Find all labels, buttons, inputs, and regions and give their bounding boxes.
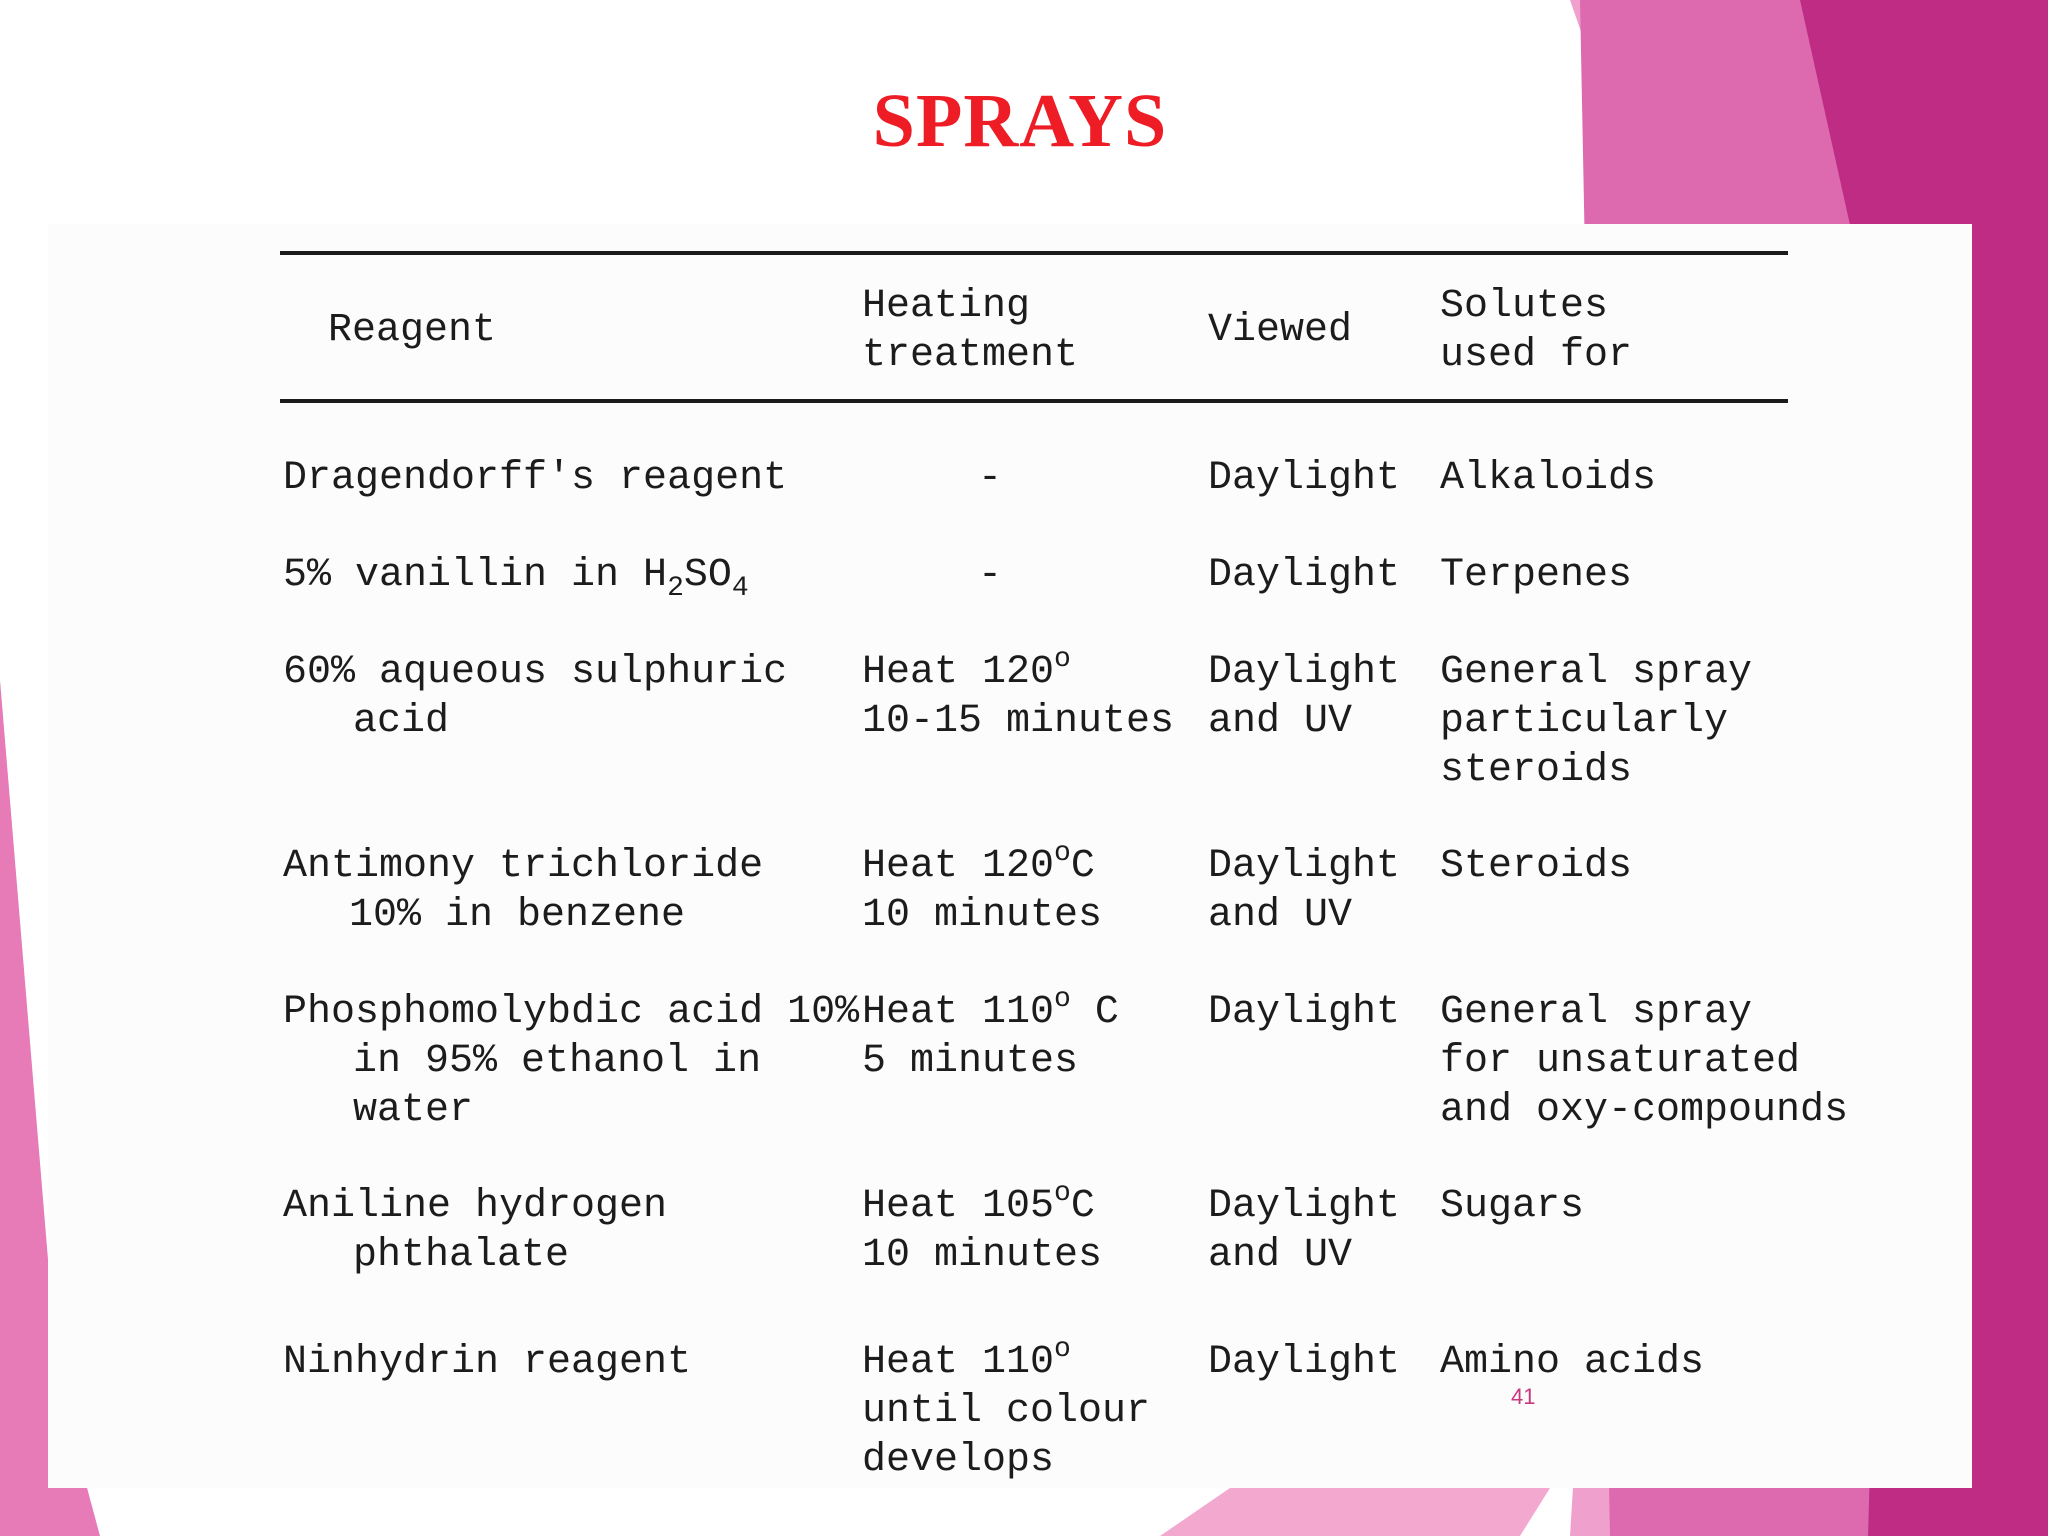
row6-reagent-line1: Aniline hydrogen <box>283 1184 668 1229</box>
row5-solutes-line2: for unsaturated <box>1440 1039 1801 1084</box>
row1-reagent: Dragendorff's reagent <box>283 456 788 501</box>
row5-heating-line1 <box>862 984 1119 1037</box>
row7-heating-line3: develops <box>862 1438 1055 1483</box>
row6-heat-temp: Heat 105 <box>862 1184 1055 1229</box>
row7-solutes: Amino acids <box>1440 1340 1705 1385</box>
row6-heating-line1 <box>862 1178 1095 1231</box>
page-number: 41 <box>1511 1384 1536 1409</box>
header-solutes-line1: Solutes <box>1440 284 1609 329</box>
row3-reagent-line2: acid <box>353 699 450 744</box>
row4-heat-unit: C <box>1070 844 1095 889</box>
row1-viewed: Daylight <box>1208 456 1401 501</box>
header-heating-line2: treatment <box>862 333 1079 378</box>
row4-reagent-line1: Antimony trichloride <box>283 844 764 889</box>
row5-heat-temp: Heat 110 <box>862 990 1055 1035</box>
row3-solutes-line3: steroids <box>1440 748 1633 793</box>
row4-viewed-line1: Daylight <box>1208 844 1401 889</box>
row7-reagent: Ninhydrin reagent <box>283 1340 692 1385</box>
header-heating-line1: Heating <box>862 284 1031 329</box>
row4-viewed-line2: and UV <box>1208 893 1353 938</box>
row3-heating-line2: 10-15 minutes <box>862 699 1175 744</box>
row4-heating-line1 <box>862 838 1095 891</box>
row4-reagent-line2: 10% in benzene <box>349 893 686 938</box>
row1-solutes: Alkaloids <box>1440 456 1657 501</box>
row6-solutes: Sugars <box>1440 1184 1585 1229</box>
row4-heat-temp: Heat 120 <box>862 844 1055 889</box>
row4-heating-line2: 10 minutes <box>862 893 1103 938</box>
row6-heat-unit: C <box>1070 1184 1095 1229</box>
row5-heating-line2: 5 minutes <box>862 1039 1079 1084</box>
row2-heating: - <box>978 553 1003 598</box>
table-header-rule <box>280 399 1788 403</box>
row3-solutes-line1: General spray <box>1440 650 1753 695</box>
header-solutes-line2: used for <box>1440 333 1633 378</box>
row7-heat-temp: Heat 110 <box>862 1340 1055 1385</box>
row6-degree-sign: o <box>1054 1178 1071 1209</box>
row3-heating-line1 <box>862 644 1071 697</box>
row2-reagent-so: SO <box>683 553 732 598</box>
row5-degree-sign: o <box>1054 984 1071 1015</box>
row2-viewed: Daylight <box>1208 553 1401 598</box>
row2-reagent <box>283 551 749 604</box>
row6-viewed-line1: Daylight <box>1208 1184 1401 1229</box>
row7-viewed: Daylight <box>1208 1340 1401 1385</box>
row5-solutes-line1: General spray <box>1440 990 1753 1035</box>
row3-degree-sign: o <box>1054 644 1071 675</box>
row5-heat-unit: C <box>1070 990 1119 1035</box>
row4-solutes: Steroids <box>1440 844 1633 889</box>
row6-viewed-line2: and UV <box>1208 1233 1353 1278</box>
row6-heating-line2: 10 minutes <box>862 1233 1103 1278</box>
row7-heating-line1 <box>862 1334 1071 1387</box>
row5-solutes-line3: and oxy-compounds <box>1440 1088 1849 1133</box>
header-reagent: Reagent <box>328 308 497 353</box>
row2-solutes: Terpenes <box>1440 553 1633 598</box>
row4-degree-sign: o <box>1054 838 1071 869</box>
row3-viewed-line2: and UV <box>1208 699 1353 744</box>
table-top-rule <box>280 251 1788 255</box>
row3-solutes-line2: particularly <box>1440 699 1729 744</box>
row5-viewed: Daylight <box>1208 990 1401 1035</box>
row3-heat-temp: Heat 120 <box>862 650 1055 695</box>
row1-heating: - <box>978 456 1003 501</box>
row3-reagent-line1: 60% aqueous sulphuric <box>283 650 788 695</box>
row5-reagent-line2: in 95% ethanol in <box>353 1039 762 1084</box>
row2-subscript-2: 2 <box>667 573 684 604</box>
row2-subscript-4: 4 <box>731 573 749 604</box>
row6-reagent-line2: phthalate <box>353 1233 570 1278</box>
row2-reagent-text: 5% vanillin in H <box>283 553 668 598</box>
slide-title: SPRAYS <box>872 79 1168 163</box>
row3-viewed-line1: Daylight <box>1208 650 1401 695</box>
row7-heating-line2: until colour <box>862 1389 1151 1434</box>
header-viewed: Viewed <box>1208 308 1353 353</box>
row7-degree-sign: o <box>1054 1334 1071 1365</box>
row5-reagent-line3: water <box>353 1088 474 1133</box>
row5-reagent-line1: Phosphomolybdic acid 10% <box>283 990 860 1035</box>
